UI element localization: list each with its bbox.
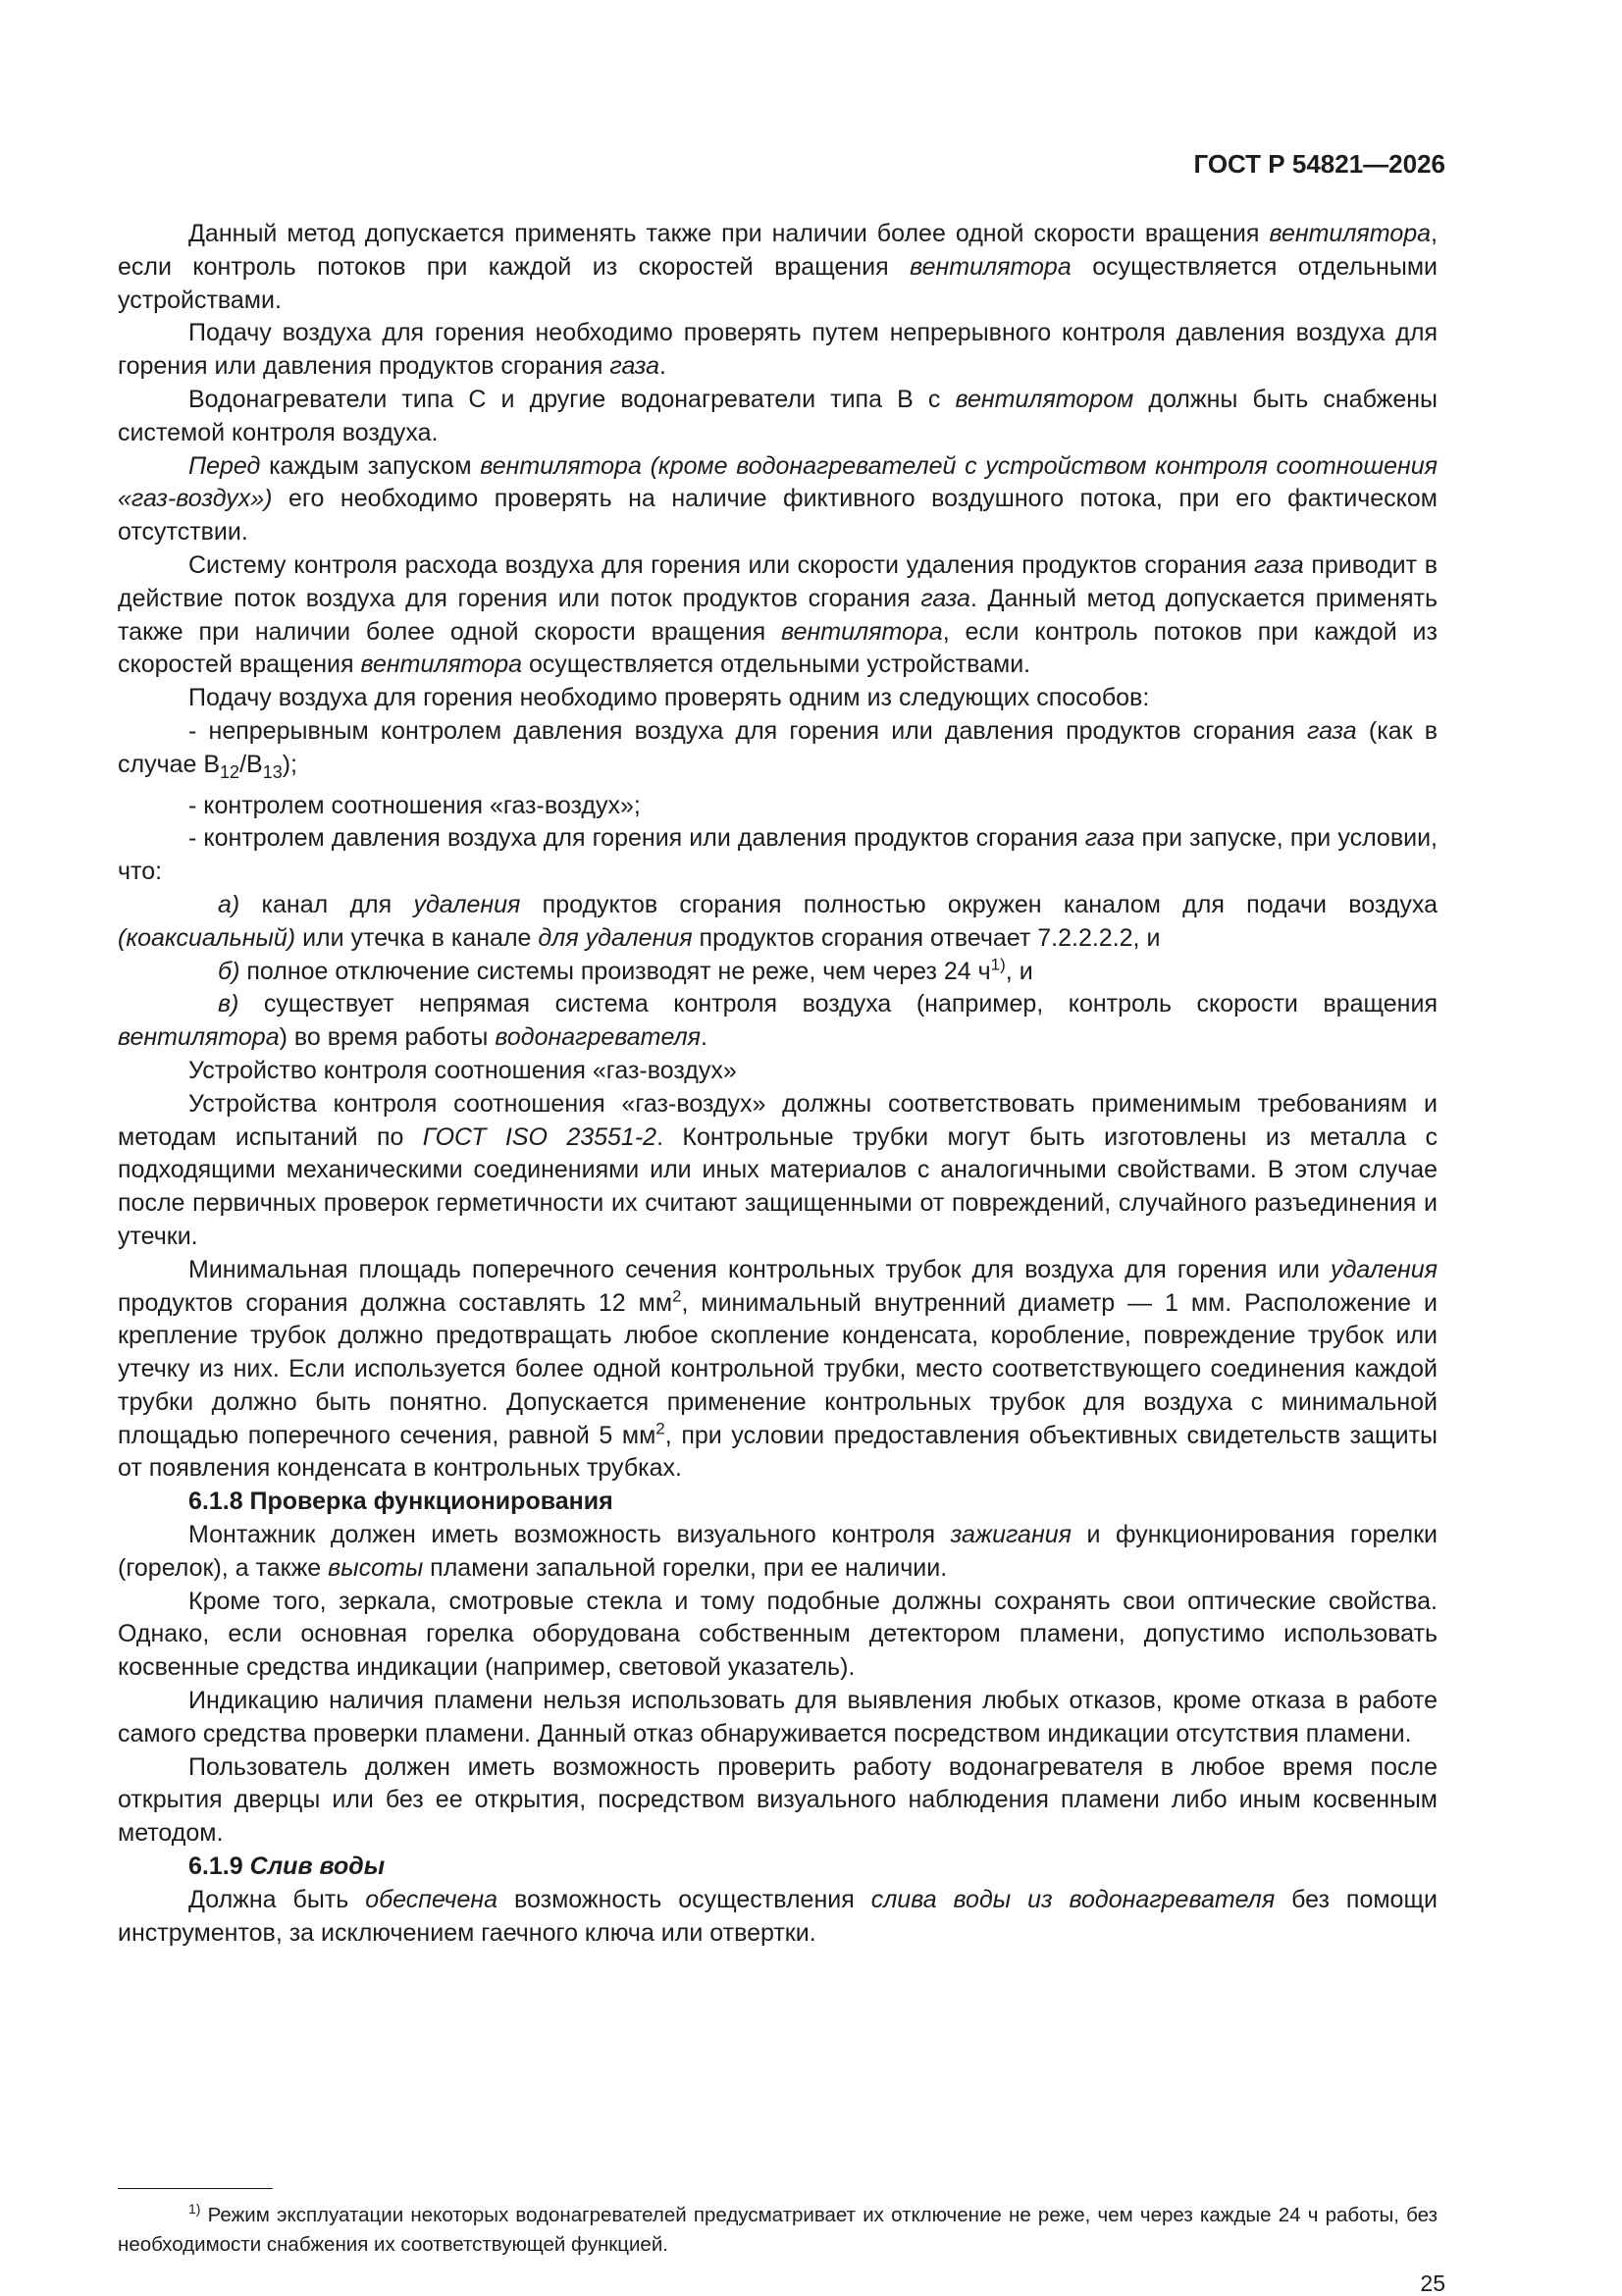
text-run: полное отключение системы производят не реже, чем через 24 ч: [239, 957, 991, 985]
text-run: осуществляется отдельными устройствами.: [118, 252, 1438, 314]
text-run: Должна быть: [188, 1885, 366, 1913]
list-item: [118, 956, 1438, 989]
text-run: Индикацию наличия пламени нельзя использовать для выявления любых отказов, кроме отказа в работе самого средства проверки пламени. Данный отказ обнаруживается посредством индикации отсутствия пламени.: [118, 1687, 1438, 1748]
subscript: 12: [220, 761, 240, 782]
text-run: . Контрольные трубки могут быть изготовлены из металла с подходящими механическими соединениями или иных материалов с аналогичными свойствами. В этом случае после первичных проверок герметичности их считают защищенными от повреждений, случайного разъединения и утечки.: [118, 1122, 1438, 1250]
paragraph: [118, 682, 1438, 715]
text-run: . Данный метод допускается применять также при наличии более одной скорости вращения: [118, 584, 1438, 646]
text-run: вентилятора (кроме водонагревателей с устройством контроля соотношения «газ-воздух»): [118, 451, 1438, 513]
section-heading: [118, 1486, 1438, 1519]
text-run: продуктов сгорания должна составлять 12 мм: [118, 1288, 673, 1317]
text-run: б): [218, 957, 240, 985]
text-run: водонагревателя: [495, 1023, 702, 1052]
text-run: ГОСТ ISO 23551-2: [422, 1122, 657, 1151]
text-run: возможность осуществления: [497, 1885, 871, 1913]
paragraph: [118, 1519, 1438, 1586]
text-run: вентилятора: [1269, 220, 1432, 247]
superscript: 1): [990, 955, 1006, 974]
text-run: вентилятора: [360, 651, 523, 679]
text-run: вентилятором: [955, 385, 1134, 413]
paragraph: [118, 1685, 1438, 1751]
section-heading: [118, 1851, 1438, 1884]
text-run: - контролем соотношения «газ-воздух»;: [188, 791, 641, 819]
superscript: 2: [655, 1419, 665, 1438]
text-run: газа: [1084, 824, 1135, 853]
text-run: его необходимо проверять на наличие фиктивного воздушного потока, при его фактическом отсутствии.: [118, 485, 1438, 547]
text-run: - непрерывным контролем давления воздуха для горения или давления продуктов сгорания: [188, 716, 1308, 745]
superscript: 2: [672, 1286, 682, 1306]
text-run: /В: [239, 750, 263, 778]
text-run: , при условии предоставления объективных свидетельств защиты от появления конденсата в контрольных трубках.: [118, 1421, 1438, 1483]
text-run: - контролем давления воздуха для горения или давления продуктов сгорания: [188, 824, 1085, 853]
text-run: а): [218, 890, 240, 918]
paragraph: [118, 317, 1438, 384]
text-run: обеспечена: [365, 1885, 498, 1913]
text-run: (как в случае В: [118, 716, 1439, 778]
text-run: , если контроль потоков при каждой из скоростей вращения: [118, 220, 1438, 281]
text-run: Перед: [188, 451, 261, 480]
paragraph: [118, 1751, 1438, 1851]
text-run: ) во время работы: [279, 1023, 496, 1052]
list-item: [118, 822, 1438, 889]
footnote-separator: [118, 2188, 273, 2189]
text-run: 6.1.8 Проверка функционирования: [188, 1487, 613, 1516]
text-run: газа: [1254, 550, 1304, 579]
paragraph: [118, 1884, 1438, 1951]
text-run: Устройства контроля соотношения «газ-воздух» должны соответствовать применимым требованиям и методам испытаний по: [118, 1089, 1438, 1151]
text-run: );: [282, 750, 298, 778]
text-run: приводит в действие поток воздуха для горения или поток продуктов сгорания: [118, 550, 1439, 612]
text-run: продуктов сгорания отвечает 7.2.2.2.2, и: [692, 923, 1161, 952]
text-run: Слив воды: [249, 1852, 386, 1881]
paragraph: [118, 1586, 1438, 1685]
text-run: без помощи инструментов, за исключением гаечного ключа или отвертки.: [118, 1885, 1438, 1947]
text-run: в): [218, 990, 239, 1018]
text-run: Устройство контроля соотношения «газ-воздух»: [188, 1056, 737, 1084]
text-run: пламени запальной горелки, при ее наличии.: [423, 1553, 948, 1582]
text-run: Данный метод допускается применять также при наличии более одной скорости вращения: [188, 220, 1270, 247]
page-number: 25: [1420, 2270, 1445, 2296]
text-run: Пользователь должен иметь возможность проверить работу водонагревателя в любое время после открытия дверцы или без ее открытия, посредством визуального наблюдения пламени либо иным косвенным методом.: [118, 1752, 1438, 1848]
text-run: вентилятора: [118, 1023, 280, 1052]
text-run: слива воды из водонагревателя: [870, 1885, 1276, 1913]
paragraph: [118, 549, 1438, 682]
footnote: [118, 2201, 1438, 2260]
list-item: [118, 715, 1438, 790]
text-run: Подачу воздуха для горения необходимо проверять путем непрерывного контроля давления воздуха для горения или давления продуктов сгорания: [118, 319, 1438, 381]
text-run: газа: [920, 584, 970, 612]
text-run: каждым запуском: [260, 451, 481, 480]
body-text: [118, 218, 1438, 1950]
text-run: или утечка в канале: [295, 923, 539, 952]
paragraph: [118, 1055, 1438, 1088]
text-run: Подачу воздуха для горения необходимо проверять одним из следующих способов:: [188, 684, 1150, 712]
text-run: при запуске, при условии, что:: [118, 824, 1438, 886]
text-run: .: [659, 352, 666, 381]
list-item: [118, 889, 1438, 956]
text-run: высоты: [328, 1553, 424, 1582]
text-run: .: [701, 1023, 707, 1052]
text-run: канал для: [239, 890, 414, 918]
text-run: Водонагреватели типа С и другие водонагреватели типа В с: [188, 385, 956, 413]
running-header-doc-id: ГОСТ Р 54821—2026: [1193, 149, 1445, 179]
footnote-text: Режим эксплуатации некоторых водонагревателей предусматривает их отключение не реже, чем через каждые 24 ч работы, без необходимости снабжения их соответствующей функцией.: [118, 2204, 1438, 2256]
text-run: для удаления: [538, 923, 693, 952]
text-run: , если контроль потоков при каждой из скоростей вращения: [118, 617, 1438, 679]
text-run: , минимальный внутренний диаметр — 1 мм. Расположение и крепление трубок должно предотвращать любое скопление конденсата, коробление, повреждение трубок или утечку из них. Если используется более одной контрольной трубки, место соответствующего соединения каждой трубки должно быть понятно. Допускается применение контрольных трубок для воздуха с минимальной площадью поперечного сечения, равной 5 мм: [118, 1288, 1438, 1449]
paragraph: [118, 450, 1438, 549]
paragraph: [118, 1254, 1438, 1487]
text-run: продуктов сгорания полностью окружен каналом для подачи воздуха: [520, 890, 1438, 918]
paragraph: [118, 384, 1438, 450]
subscript: 13: [262, 761, 283, 782]
text-run: Кроме того, зеркала, смотровые стекла и тому подобные должны сохранять свои оптические свойства. Однако, если основная горелка оборудована собственным детектором пламени, допустимо использовать косвенные средства индикации (например, световой указатель).: [118, 1587, 1438, 1682]
text-run: (коаксиальный): [118, 923, 296, 952]
text-run: Монтажник должен иметь возможность визуального контроля: [188, 1521, 951, 1549]
text-run: вентилятора: [910, 252, 1072, 281]
text-run: осуществляется отдельными устройствами.: [522, 651, 1031, 679]
text-run: вентилятора: [781, 617, 943, 646]
text-run: существует непрямая система контроля воздуха (например, контроль скорости вращения: [238, 990, 1438, 1018]
footnote-marker: 1): [188, 2201, 201, 2218]
text-run: газа: [609, 352, 660, 381]
text-run: удаления: [1331, 1255, 1438, 1283]
list-item: [118, 790, 1438, 823]
text-run: Систему контроля расхода воздуха для горения или скорости удаления продуктов сгорания: [188, 550, 1255, 579]
text-run: , и: [1005, 957, 1033, 985]
paragraph: [118, 218, 1438, 317]
text-run: и функционирования горелки (горелок), а также: [118, 1521, 1438, 1582]
text-run: должны быть снабжены системой контроля воздуха.: [118, 385, 1439, 446]
list-item: [118, 988, 1438, 1055]
text-run: удаления: [413, 890, 521, 918]
paragraph: [118, 1088, 1438, 1254]
text-run: газа: [1307, 716, 1357, 745]
text-run: зажигания: [950, 1521, 1072, 1549]
text-run: Минимальная площадь поперечного сечения контрольных трубок для воздуха для горения или: [188, 1255, 1332, 1283]
text-run: 6.1.9: [188, 1852, 250, 1881]
